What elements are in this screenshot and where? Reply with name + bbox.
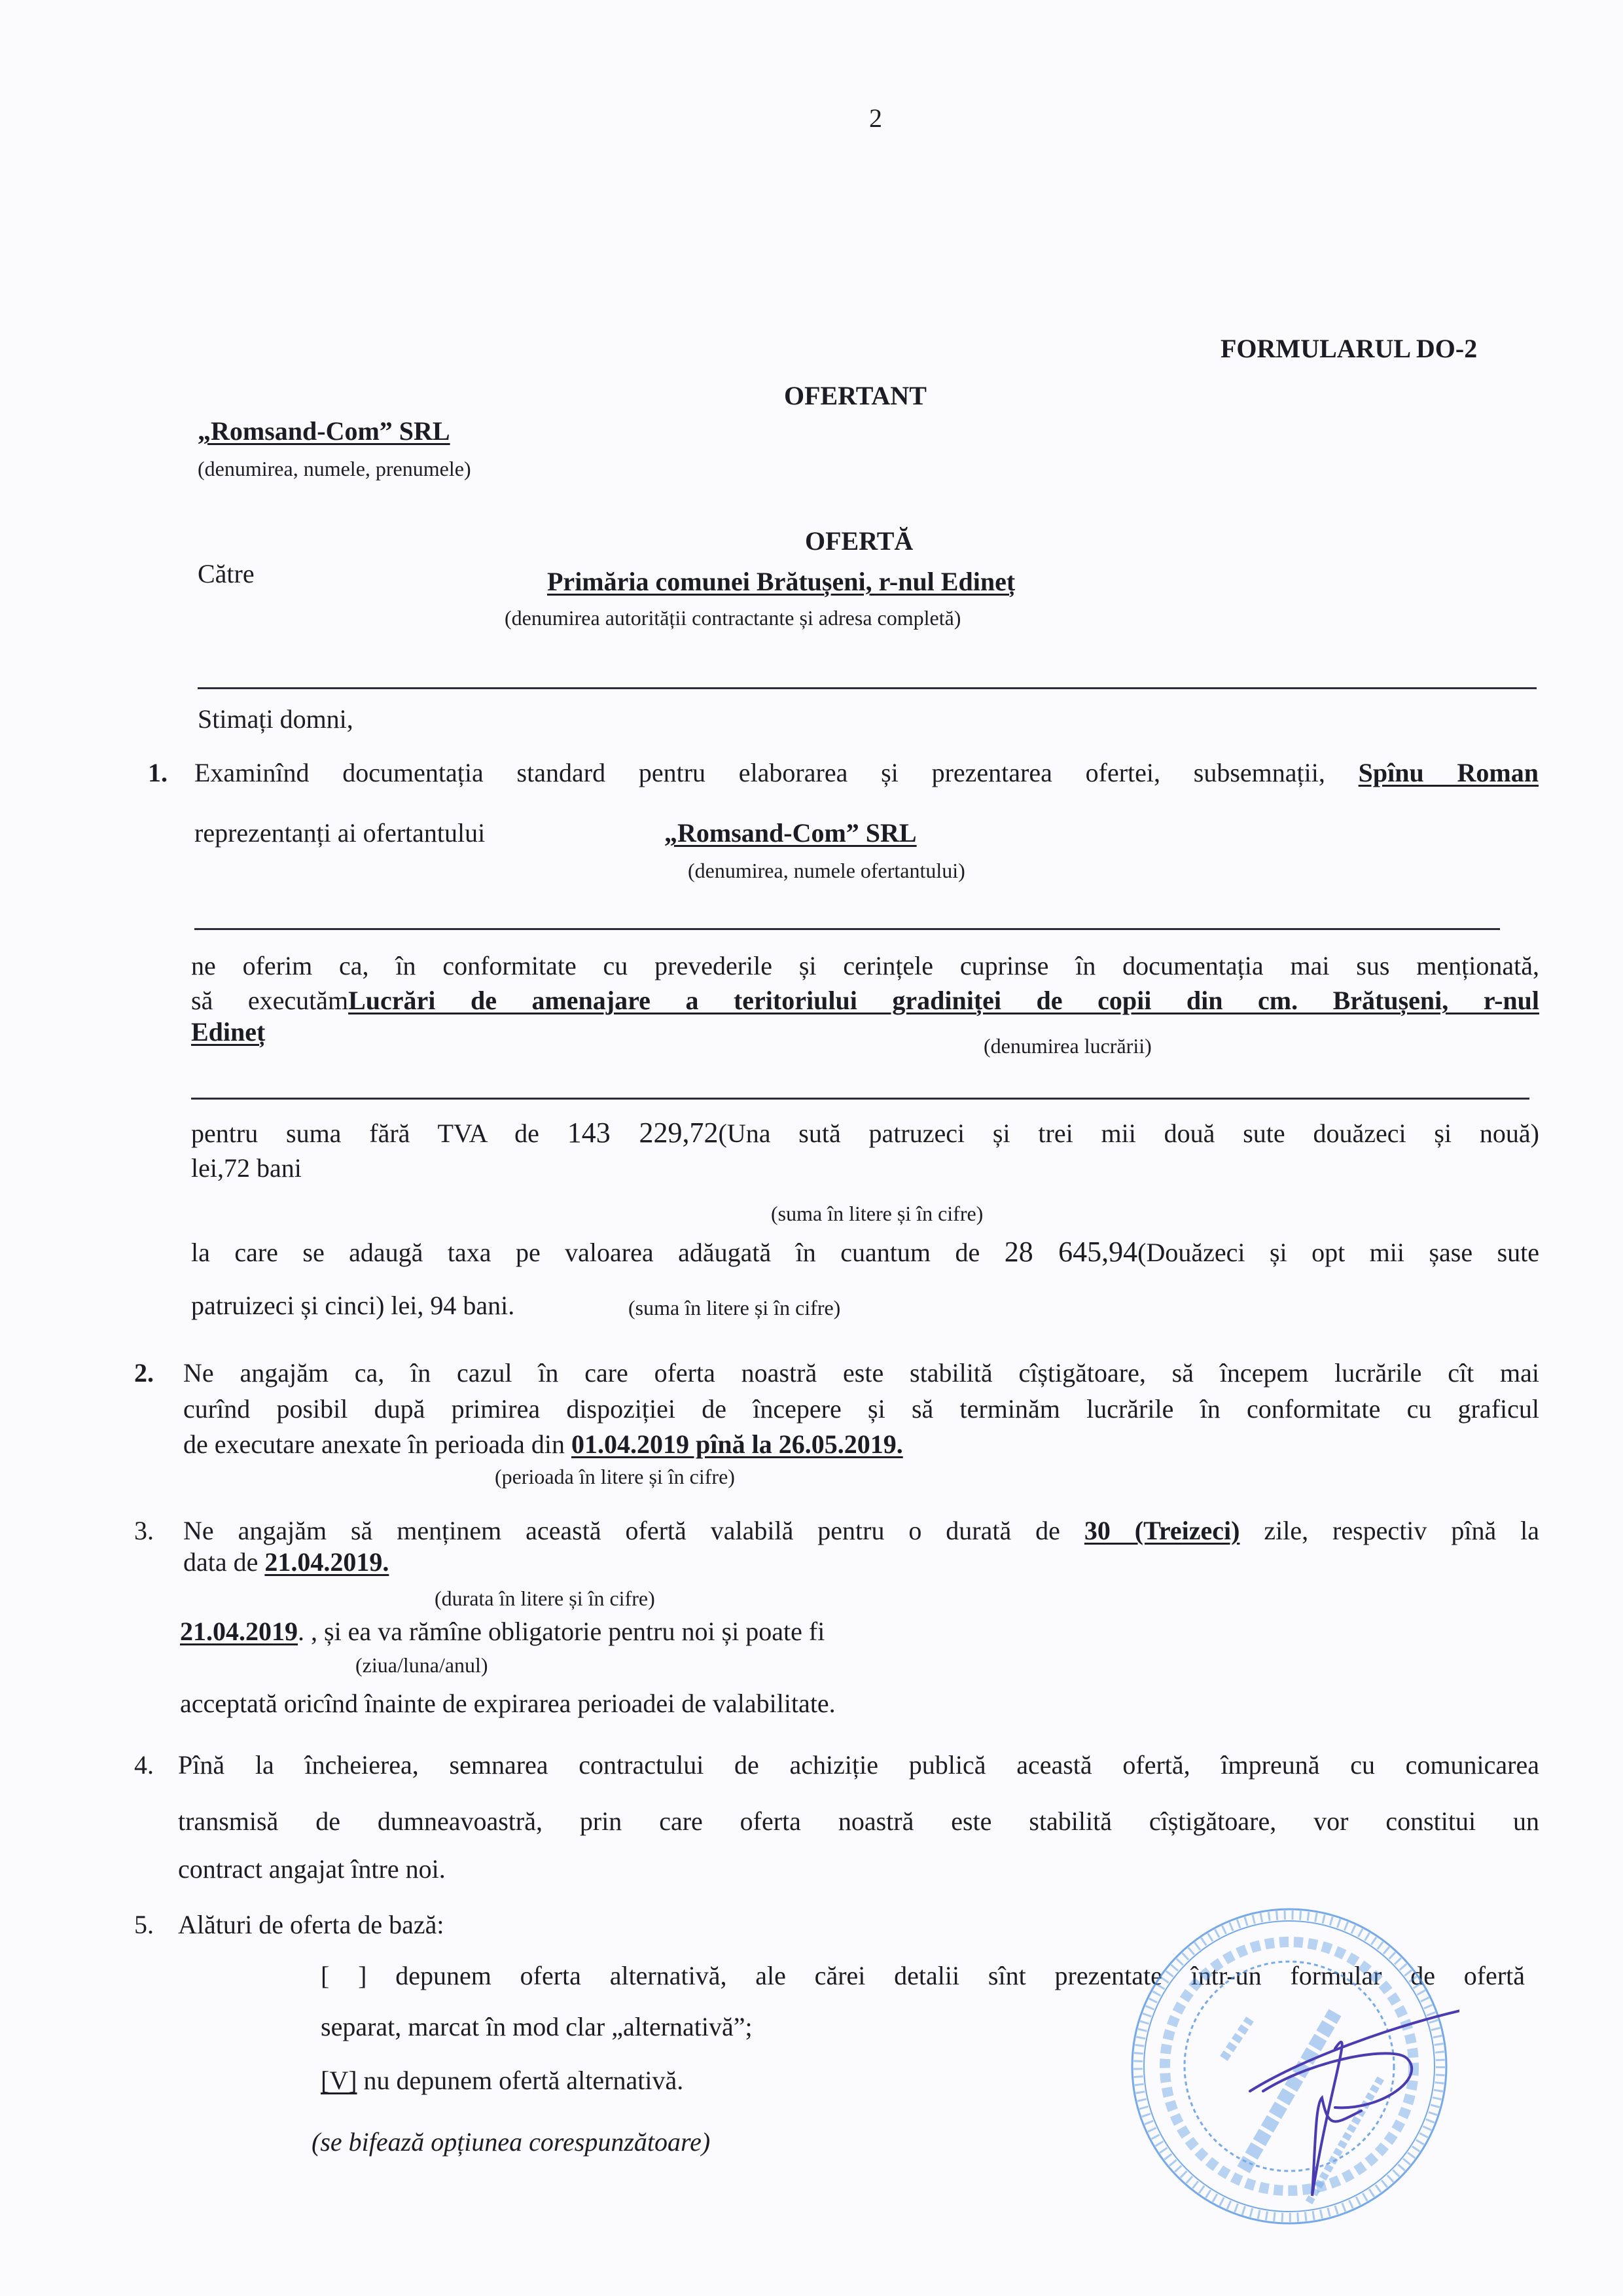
- offer-heading: OFERTĂ: [805, 526, 914, 556]
- validity-duration: 30 (Treizeci): [1084, 1516, 1240, 1545]
- alternative-label: depunem oferta alternativă, ale cărei detalii sînt prezentate într-un formular de ofertă: [395, 1961, 1525, 1990]
- signatory-name: Spînu Roman: [1358, 758, 1539, 787]
- to-label: Către: [198, 559, 255, 588]
- item-number-3: 3.: [134, 1516, 154, 1545]
- authority-note: (denumirea autorității contractante și adresa completă): [505, 606, 961, 630]
- alternative-checkbox[interactable]: [ ]: [321, 1961, 367, 1990]
- vat-note: (suma în litere și în cifre): [628, 1296, 841, 1319]
- item5-line1: Alături de oferta de bază:: [178, 1910, 444, 1939]
- item2-line3: [183, 1431, 903, 1458]
- option-alternative-line2: separat, marcat în mod clar „alternativă”;: [321, 2012, 753, 2041]
- period-value: 01.04.2019 pînă la 26.05.2019.: [571, 1429, 903, 1459]
- validity-until: zile, respectiv pînă la: [1264, 1516, 1540, 1545]
- option-no-alternative: [321, 2067, 683, 2094]
- validity-date-2: 21.04.2019: [180, 1617, 298, 1646]
- amount-note: (suma în litere și în cifre): [771, 1202, 984, 1225]
- item3-line1: [183, 1517, 1539, 1545]
- item-number-5: 5.: [134, 1910, 154, 1939]
- date-label: data de: [183, 1547, 259, 1577]
- item-number-1: 1.: [148, 758, 168, 787]
- item3-line2: [183, 1549, 389, 1576]
- item2-line1: Ne angajăm ca, în cazul în care oferta noastră este stabilită cîștigătoare, să începem lucrările cît mai: [183, 1358, 1539, 1388]
- divider: [191, 1098, 1529, 1100]
- item1-line7: [191, 1238, 1539, 1266]
- item1-line2: reprezentanți ai ofertantului: [194, 818, 486, 848]
- date-note: (ziua/luna/anul): [355, 1653, 488, 1677]
- item3-line4: acceptată oricînd înainte de expirarea perioadei de valabilitate.: [180, 1689, 836, 1718]
- item-number-2: 2.: [134, 1358, 154, 1388]
- divider: [194, 928, 1500, 930]
- company-stamp: [1119, 1895, 1459, 2235]
- period-label: de executare anexate în perioada din: [183, 1429, 565, 1459]
- bidder-heading: OFERTANT: [784, 381, 927, 410]
- amount-words: (Una sută patruzeci și trei mii două sute douăzeci și nouă): [718, 1119, 1539, 1148]
- vat-value: 28 645,94: [1004, 1236, 1138, 1268]
- item1-line5: [191, 1119, 1539, 1147]
- validity-date: 21.04.2019.: [264, 1547, 389, 1577]
- salutation: Stimați domni,: [198, 704, 353, 734]
- item1-bidder-note: (denumirea, numele ofertantului): [688, 859, 965, 882]
- amount-value: 143 229,72: [567, 1117, 719, 1149]
- no-alternative-checkbox[interactable]: [V]: [321, 2066, 357, 2095]
- item1-line3: ne oferim ca, în conformitate cu prevederile și cerințele cuprinse în documentația mai sus menționată,: [191, 951, 1539, 980]
- item2-line2: curînd posibil după primirea dispoziției de începere și să terminăm lucrările în conformitate cu graficul: [183, 1394, 1539, 1424]
- bidder-name-note: (denumirea, numele, prenumele): [198, 457, 471, 480]
- item3-line3: [180, 1618, 825, 1645]
- no-alternative-label: nu depunem ofertă alternativă.: [363, 2066, 684, 2095]
- works-name: Lucrări de amenajare a teritoriului gradiniței de copii din cm. Brătușeni, r-nul: [348, 986, 1540, 1015]
- divider: [198, 687, 1537, 689]
- amount-label: pentru suma fără TVA de: [191, 1119, 539, 1148]
- item4-line2: transmisă de dumneavoastră, prin care oferta noastră este stabilită cîștigătoare, vor constitui un: [178, 1806, 1539, 1836]
- vat-words: (Douăzeci și opt mii șase sute: [1137, 1238, 1540, 1267]
- item1-text: Examinînd documentația standard pentru elaborarea și prezentarea ofertei, subsemnații,: [194, 758, 1325, 787]
- works-prefix: să executăm: [191, 986, 349, 1015]
- item4-line3: contract angajat între noi.: [178, 1854, 446, 1884]
- binding-text: . , și ea va rămîne obligatorie pentru noi și poate fi: [298, 1617, 825, 1646]
- works-note: (denumirea lucrării): [984, 1034, 1152, 1058]
- item1-line4: [191, 987, 1539, 1014]
- validity-label: Ne angajăm să menținem această ofertă valabilă pentru o durată de: [183, 1516, 1060, 1545]
- period-note: (perioada în litere și în cifre): [495, 1465, 735, 1488]
- form-code: FORMULARUL DO-2: [1221, 334, 1478, 363]
- duration-note: (durata în litere și în cifre): [435, 1587, 655, 1610]
- item1-line1: [194, 759, 1539, 787]
- item4-line1: Pînă la încheierea, semnarea contractului de achiziție publică această ofertă, împreună cu comunicarea: [178, 1750, 1539, 1780]
- vat-label: la care se adaugă taxa pe valoarea adăugată în cuantum de: [191, 1238, 980, 1267]
- item1-line8: patruizeci și cinci) lei, 94 bani.: [191, 1291, 515, 1320]
- option-note: (se bifează opțiunea corespunzătoare): [312, 2127, 711, 2157]
- authority-name: Primăria comunei Brătușeni, r-nul Edineț: [547, 567, 1016, 596]
- bidder-name: „Romsand-Com” SRL: [198, 416, 450, 446]
- page-number: 2: [869, 103, 882, 133]
- item1-bidder: „Romsand-Com” SRL: [664, 818, 917, 848]
- item1-line6: lei,72 bani: [191, 1153, 302, 1183]
- works-name-end: Edineț: [191, 1017, 266, 1047]
- item-number-4: 4.: [134, 1750, 154, 1780]
